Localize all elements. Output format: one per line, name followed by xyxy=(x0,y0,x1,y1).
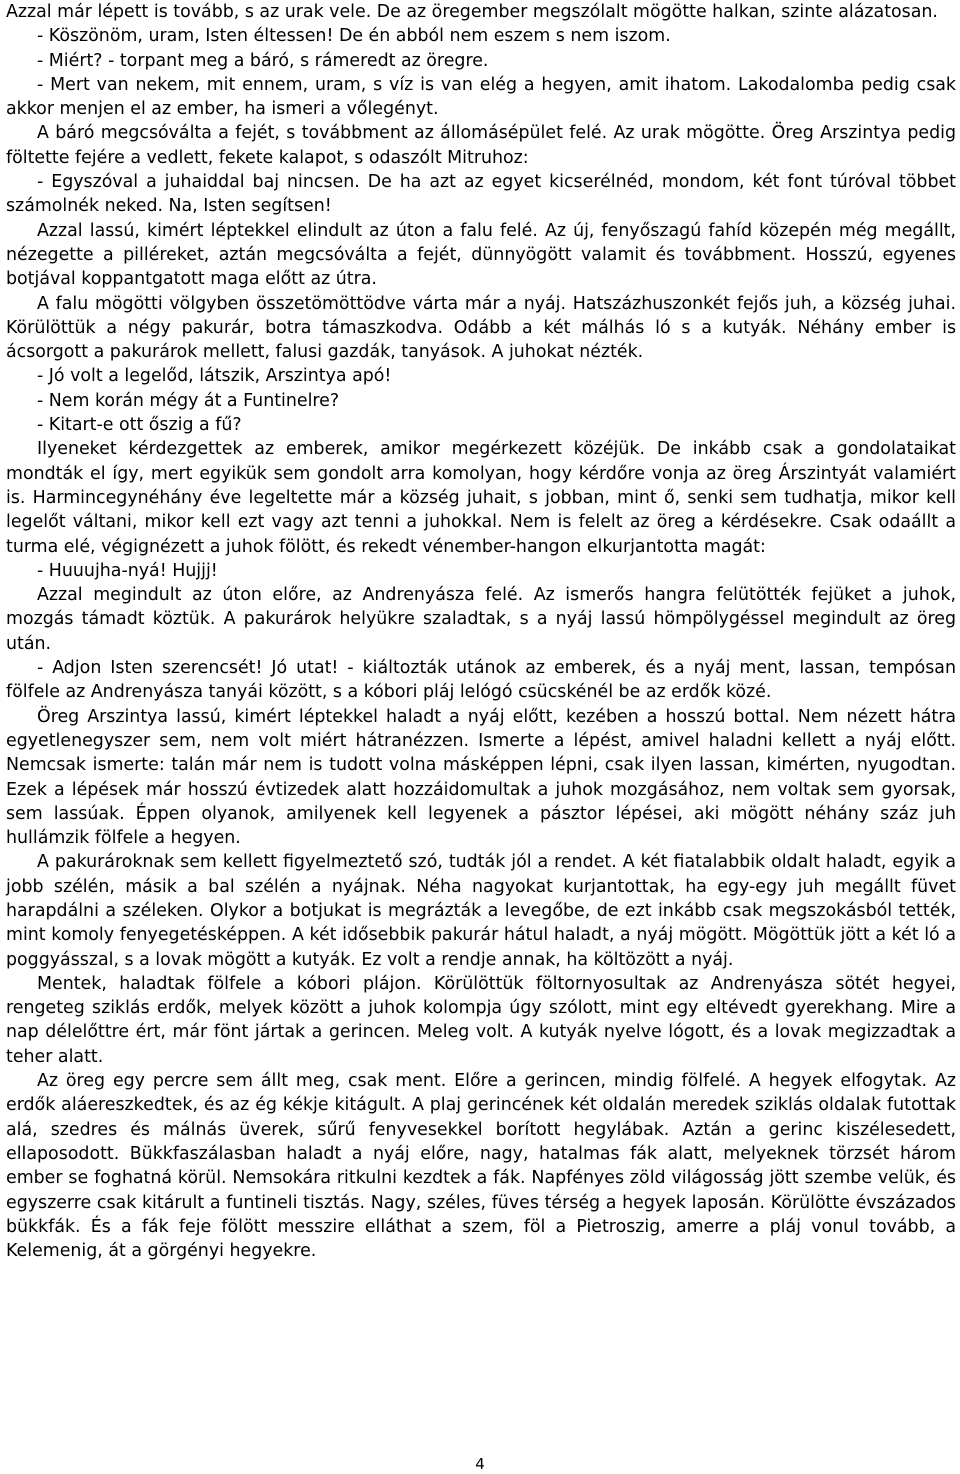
dialogue-line: - Jó volt a legelőd, látszik, Arszintya apó! xyxy=(37,366,392,387)
paragraph: Azzal lassú, kimért léptekkel elindult az úton a falu felé. Az új, fenyőszagú fahíd közepén még megállt, nézegette a pilléreket, aztán megcsóválta a fejét, dünnyögött valamit és továbbment. Hosszú, egyenes botjával koppantgatott maga előtt az útra. xyxy=(6,220,956,290)
paragraph: A báró megcsóválta a fejét, s továbbment az állomásépület felé. Az urak mögötte. Öreg Arszintya pedig föltette fejére a vedlett, fekete kalapot, s odaszólt Mitruhoz: xyxy=(6,123,956,168)
paragraph: Mentek, haladtak fölfele a kóbori plájon. Körülöttük föltornyosultak az Andrenyásza sötét hegyei, rengeteg sziklás erdők, melyek között a juhok kolompja úgy szólott, mint egy eltévedt gyerekhang. Mire a nap délelőttre ért, már fönt jártak a gerincen. Meleg volt. A kutyák nyelve lógott, és a lovak megizzadtak a teher alatt. xyxy=(6,973,956,1067)
dialogue-line: - Adjon Isten szerencsét! Jó utat! - kiáltozták utánok az emberek, és a nyáj ment, lassan, tempósan fölfele az Andrenyásza tanyái között, s a kóbori pláj lelógó csücskénél be az erdők közé. xyxy=(6,658,956,703)
dialogue-line: - Nem korán mégy át a Funtinelre? xyxy=(37,390,340,411)
dialogue-line: - Egyszóval a juhaiddal baj nincsen. De ha azt az egyet kicserélnéd, mondom, két font túróval többet számolnék neked. Na, Isten segítsen! xyxy=(6,172,956,217)
paragraph: Ilyeneket kérdezgettek az emberek, amikor megérkezett közéjük. De inkább csak a gondolataikat mondták el így, mert egyikük sem gondolt arra komolyan, hogy kérdőre vonja az öreg Árszintyát valamiért is. Harmincegynéhány éve legeltette már a község juhait, s jobban, mint ő, senki sem tudhatja, mikor kell legelőt váltani, mikor kell ezt vagy azt tenni a juhokkal. Nem is felelt az öreg a kérdésekre. Csak odaállt a turma elé, végignézett a juhok fölött, és rekedt vénember-hangon elkurjantotta magát: xyxy=(6,439,956,557)
paragraph: Azzal megindult az úton előre, az Andrenyásza felé. Az ismerős hangra felütötték fejüket a juhok, mozgás támadt köztük. A pakurárok helyükre szaladtak, s a nyáj lassú hömpölygéssel megindult az öreg után. xyxy=(6,585,956,654)
dialogue-line: - Mert van nekem, mit ennem, uram, s víz is van elég a hegyen, amit ihatom. Lakodalomba pedig csak akkor menjen el az ember, ha ismeri a vőlegényt. xyxy=(6,74,956,120)
paragraph: Az öreg egy percre sem állt meg, csak ment. Előre a gerincen, mindig fölfelé. A hegyek elfogytak. Az erdők aláereszkedtek, és az ég kékje kitágult. A plaj gerincének két oldalán meredek sziklás oldalak futottak alá, szedres és málnás üverek, sűrű fenyvesekkel borított hegylábak. Aztán a gerinc kiszélesedett, ellaposodott. Bükkfaszálasban haladt a nyáj előre, nagy, hatalmas fák alatt, melyeknek törzsét három ember se foghatná körül. Nemsokára ritkulni kezdtek a fák. Napfényes zöld világosság jött szembe velük, és egyszerre csak kitárult a funtineli tisztás. Nagy, széles, füves térség a hegyek laposán. Körülötte évszázados bükkfák. És a fák feje fölött messzire elláthat a szem, föl a Pietroszig, amerre a pláj vonul tovább, a Kelemenig, át a görgényi hegyekre. xyxy=(6,1071,956,1262)
paragraph: Azzal már lépett is tovább, s az urak vele. De az öregember megszólalt mögötte halkan, szinte alázatosan. xyxy=(6,2,938,22)
dialogue-line: - Kitart-e ott őszig a fű? xyxy=(37,415,242,436)
paragraph: Öreg Arszintya lassú, kimért léptekkel haladt a nyáj előtt, kezében a hosszú bottal. Nem nézett hátra egyetlenegyszer sem, nem volt miért hátranézzen. Ismerte a lépést, amivel haladni kellett a nyáj előtt. Nemcsak ismerte: talán már nem is tudott volna másképpen lépni, csak ilyen lassan, kimérten, nyugodtan. Ezek a lépések már hosszú évtizedek alatt hozzáidomultak a juhok mozgásához, nem voltak sem gyorsak, sem lassúak. Éppen olyanok, amilyenek kell legyenek a pásztor lépései, aki mögött néhány száz juh hullámzik fölfele a hegyen. xyxy=(6,706,956,849)
document-page xyxy=(6,0,956,1263)
paragraph: A falu mögötti völgyben összetömöttödve várta már a nyáj. Hatszázhuszonkét fejős juh, a község juhai. Körülöttük a négy pakurár, botra támaszkodva. Odább a két málhás ló s a kutyák. Néhány ember is ácsorgott a pakurárok mellett, falusi gazdák, tanyások. A juhokat nézték. xyxy=(6,293,956,363)
page-number: 4 xyxy=(475,1455,485,1473)
dialogue-line: - Miért? - torpant meg a báró, s rámeredt az öregre. xyxy=(37,50,489,71)
dialogue-line: - Huuujha-nyá! Hujjj! xyxy=(37,560,218,581)
dialogue-line: - Köszönöm, uram, Isten éltessen! De én abból nem eszem s nem iszom. xyxy=(37,26,671,47)
paragraph: A pakurároknak sem kellett figyelmeztető szó, tudták jól a rendet. A két fiatalabbik oldalt haladt, egyik a jobb szélén, másik a bal szélén a nyájnak. Néha nagyokat kurjantottak, ha egy-egy juh megállt füvet harapdálni a széleken. Olykor a botjukat is megrázták a levegőbe, de ezt inkább csak megszokásból tették, mint komoly fenyegetésképpen. A két idősebbik pakurár hátul haladt, a nyáj mögött. Mögöttük jött a két ló a poggyásszal, s a lovak mögött a kutyák. Ez volt a rendje annak, ha költözött a nyáj. xyxy=(6,852,956,970)
